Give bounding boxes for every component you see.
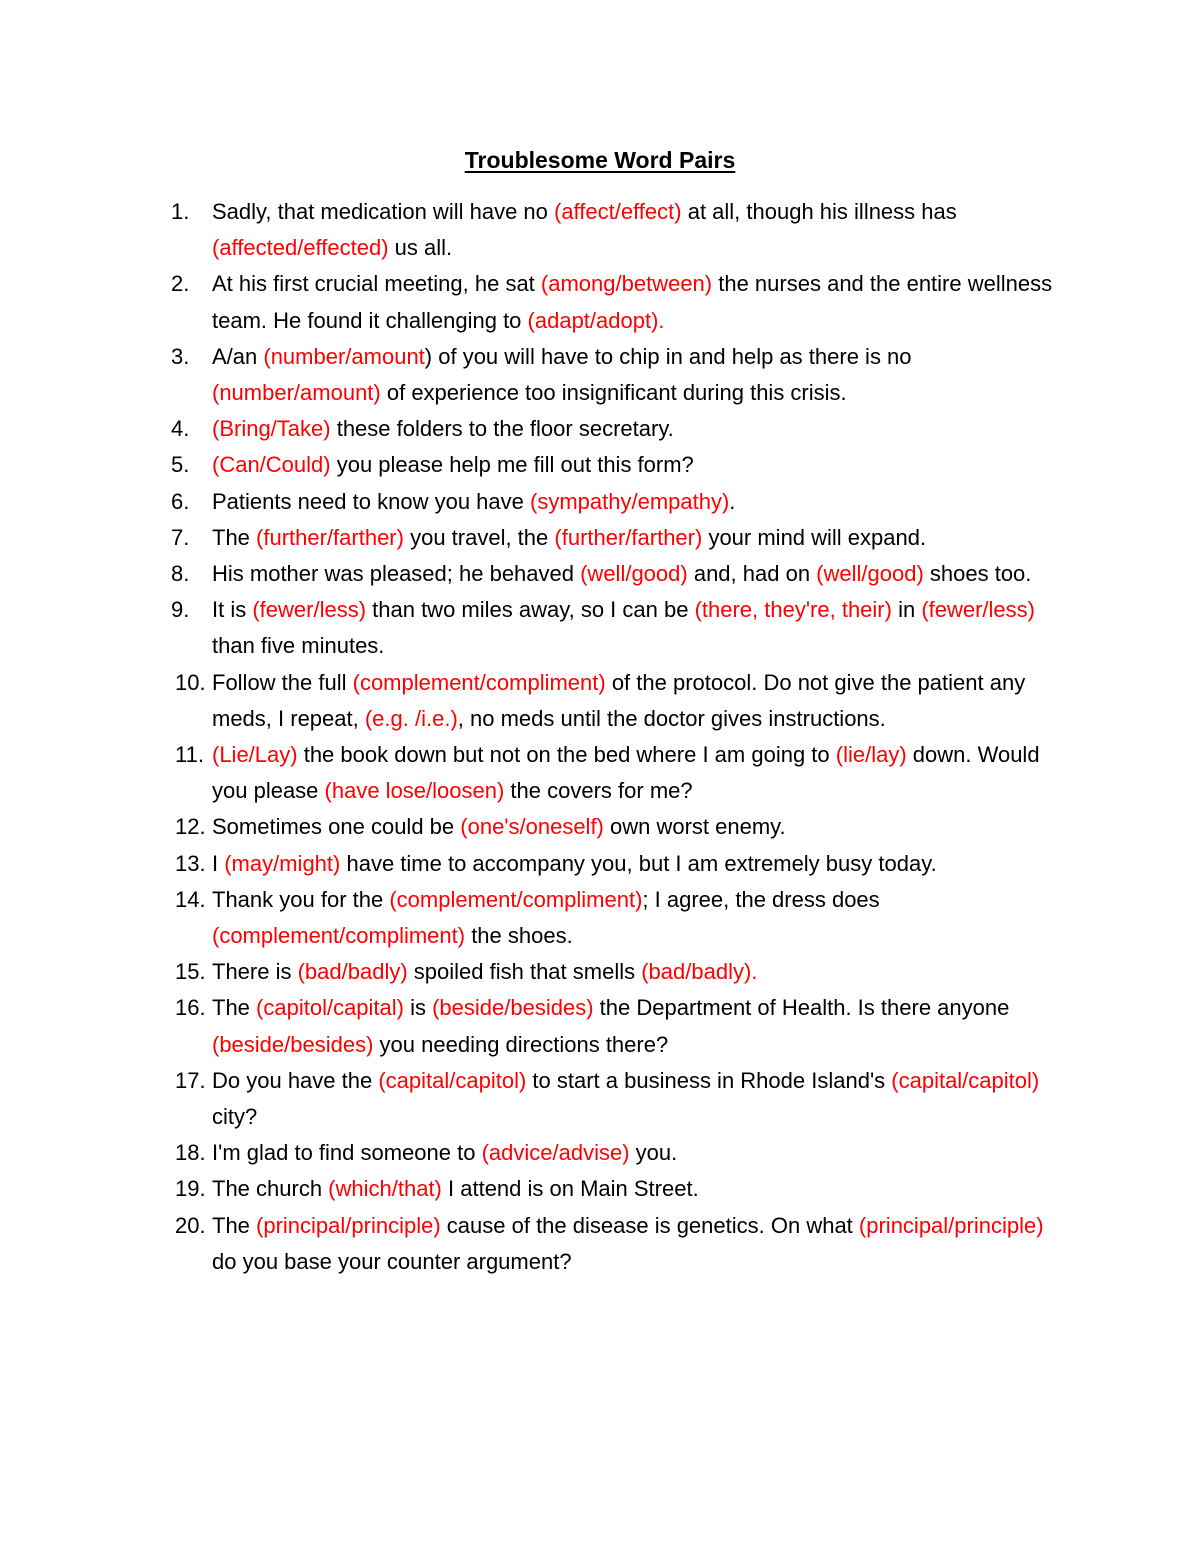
list-item [171, 809, 1071, 845]
item-number: 19. [175, 1176, 206, 1202]
sentence-text: The [212, 1212, 257, 1238]
word-choice: (number/amount) [212, 380, 381, 406]
sentence-text: is [403, 995, 433, 1021]
word-choice: (further/farther) [256, 524, 404, 550]
word-choice: (Can/Could) [212, 452, 331, 478]
word-choice: (Bring/Take) [212, 416, 331, 442]
item-number: 13. [175, 850, 206, 876]
sentence-text: you. [629, 1140, 678, 1166]
word-choice: (bad/badly). [641, 959, 758, 985]
word-choice: (one's/oneself) [460, 814, 604, 840]
sentence-text: do you base your counter argument? [212, 1248, 572, 1274]
list-item [171, 266, 1071, 338]
list-item [171, 520, 1071, 556]
sentence-text: Do you have the [212, 1067, 379, 1093]
word-choice: (which/that) [328, 1176, 442, 1202]
sentence-text: the book down but not on the bed where I am going to [297, 742, 836, 768]
sentence-text: Thank you for the [212, 886, 390, 912]
sentence-text: you needing directions there? [373, 1031, 669, 1057]
sentence-text: I [212, 850, 225, 876]
item-number: 17. [175, 1067, 206, 1093]
word-choice: (e.g. /i.e.) [364, 705, 458, 731]
sentence-text: Sometimes one could be [212, 814, 461, 840]
list-item [171, 194, 1071, 266]
item-number: 11. [175, 742, 204, 768]
sentence-text: at all, though his illness has [681, 199, 957, 224]
item-number: 4. [171, 416, 190, 442]
sentence-text: down. Would you please [212, 742, 1040, 804]
word-choice: (adapt/adopt). [527, 307, 665, 333]
item-number: 7. [171, 524, 190, 550]
word-choice: (capital/capitol) [378, 1067, 527, 1093]
sentence-text: the Department of Health. Is there anyone [593, 995, 1010, 1021]
sentence-text: It is [212, 597, 253, 623]
item-number: 18. [175, 1140, 206, 1166]
list-item [171, 1063, 1071, 1135]
sentence-text: His mother was pleased; he behaved [212, 561, 581, 587]
sentence-text: At his first crucial meeting, he sat [212, 271, 541, 297]
item-number: 14. [175, 886, 206, 912]
list-item [171, 1135, 1071, 1171]
item-number: 9. [171, 597, 190, 623]
item-number: 16. [175, 995, 206, 1021]
sentence-text: ) of you will have to chip in and help as there is no [424, 343, 912, 369]
word-choice: (advice/advise) [481, 1140, 630, 1166]
item-number: 3. [171, 343, 190, 369]
list-item [171, 665, 1071, 737]
item-number: 5. [171, 452, 190, 478]
word-choice: (complement/compliment) [212, 923, 466, 949]
word-choice: (beside/besides) [212, 1031, 374, 1057]
exercise-list [171, 194, 1071, 1280]
sentence-text: these folders to the floor secretary. [330, 416, 674, 442]
sentence-text: and, had on [687, 561, 817, 587]
item-number: 20. [175, 1212, 206, 1238]
sentence-text: The church [212, 1176, 329, 1202]
item-number: 8. [171, 561, 190, 587]
word-choice: (complement/compliment) [389, 886, 643, 912]
sentence-text: have time to accompany you, but I am extremely busy today. [340, 850, 937, 876]
page-title: Troublesome Word Pairs [464, 147, 736, 173]
list-item [171, 411, 1071, 447]
word-choice: (capital/capitol) [891, 1067, 1040, 1093]
word-choice: (complement/compliment) [352, 669, 606, 695]
sentence-text: the shoes. [465, 923, 573, 949]
sentence-text: you travel, the [403, 524, 555, 550]
list-item [171, 882, 1071, 954]
word-choice: (fewer/less) [252, 597, 367, 623]
item-number: 1. [171, 199, 190, 224]
sentence-text: you please help me fill out this form? [330, 452, 694, 478]
list-item [171, 447, 1071, 483]
list-item [171, 990, 1071, 1062]
word-choice: (there, they're, their) [694, 597, 892, 623]
word-choice: (further/farther) [554, 524, 703, 550]
word-choice: (Lie/Lay) [212, 742, 298, 768]
word-choice: (well/good) [816, 561, 924, 587]
sentence-text: Sadly, that medication will have no [212, 199, 554, 224]
item-number: 15. [175, 959, 206, 985]
sentence-text: The [212, 995, 257, 1021]
list-item [171, 1171, 1071, 1207]
sentence-text: Follow the full [212, 669, 353, 695]
list-item [171, 846, 1071, 882]
word-choice: (affected/effected) [212, 235, 389, 261]
sentence-text: in [891, 597, 922, 623]
word-choice: (lie/lay) [835, 742, 907, 768]
word-choice: (fewer/less) [921, 597, 1035, 623]
sentence-text: cause of the disease is genetics. On what [440, 1212, 859, 1238]
sentence-text: spoiled fish that smells [407, 959, 642, 985]
word-choice: (among/between) [540, 271, 713, 297]
sentence-text: A/an [212, 343, 264, 369]
word-choice: (bad/badly) [297, 959, 408, 985]
list-item [171, 954, 1071, 990]
word-choice: (capitol/capital) [256, 995, 404, 1021]
sentence-text: , no meds until the doctor gives instructions. [457, 705, 886, 731]
word-choice: (principal/principle) [256, 1212, 441, 1238]
word-choice: (have lose/loosen) [324, 778, 505, 804]
sentence-text: your mind will expand. [702, 524, 927, 550]
word-choice: (principal/principle) [858, 1212, 1044, 1238]
item-number: 6. [171, 488, 190, 514]
item-number: 10. [175, 669, 206, 695]
sentence-text: I'm glad to find someone to [212, 1140, 482, 1166]
sentence-text: us all. [388, 235, 453, 261]
item-number: 2. [171, 271, 190, 297]
item-number: 12. [175, 814, 206, 840]
sentence-text: to start a business in Rhode Island's [526, 1067, 892, 1093]
list-item [171, 484, 1071, 520]
list-item [171, 737, 1071, 809]
sentence-text: of experience too insignificant during this crisis. [380, 380, 847, 406]
sentence-text: than two miles away, so I can be [366, 597, 695, 623]
sentence-text: Patients need to know you have [212, 488, 530, 514]
word-choice: (may/might) [224, 850, 341, 876]
sentence-text: than five minutes. [212, 633, 385, 659]
sentence-text: of the protocol. Do not give the patient any meds, I repeat, [212, 669, 1026, 731]
sentence-text: city? [212, 1104, 258, 1130]
word-choice: (well/good) [580, 561, 688, 587]
word-choice: (sympathy/empathy) [530, 488, 730, 514]
word-choice: (number/amount [263, 343, 425, 369]
list-item [171, 339, 1071, 411]
list-item [171, 1208, 1071, 1280]
sentence-text: the covers for me? [504, 778, 693, 804]
word-choice: (affect/effect) [554, 199, 682, 224]
sentence-text: . [729, 488, 736, 514]
sentence-text: There is [212, 959, 298, 985]
sentence-text: ; I agree, the dress does [642, 886, 880, 912]
sentence-text: The [212, 524, 257, 550]
list-item [171, 592, 1071, 664]
list-item [171, 556, 1071, 592]
sentence-text: own worst enemy. [603, 814, 786, 840]
word-choice: (beside/besides) [432, 995, 594, 1021]
sentence-text: I attend is on Main Street. [441, 1176, 699, 1202]
sentence-text: the nurses and the entire wellness team. He found it challenging to [212, 271, 1053, 333]
sentence-text: shoes too. [923, 561, 1032, 587]
